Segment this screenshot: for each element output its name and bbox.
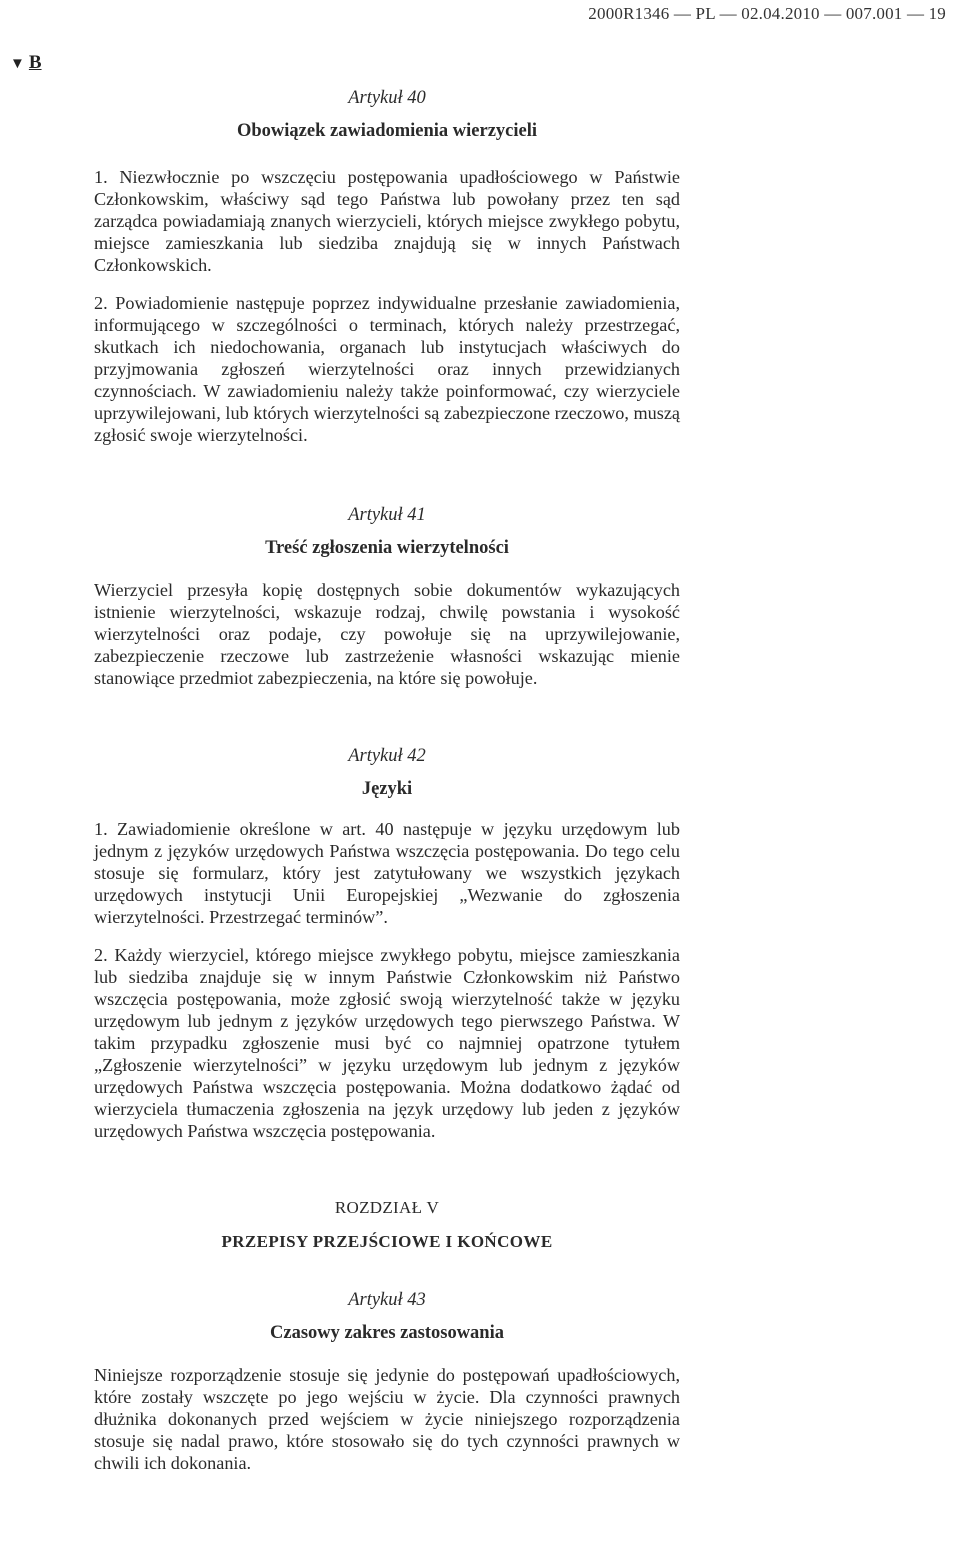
article-number: Artykuł 43 bbox=[348, 1290, 426, 1310]
article-title: Czasowy zakres zastosowania bbox=[270, 1323, 504, 1343]
article-paragraph: Wierzyciel przesyła kopię dostępnych sobie dokumentów wykazujących istnienie wierzytelności, wskazuje rodzaj, chwilę powstania i wysokość wierzytelności oraz podaje, czy powołuje się na uprzywilejowanie, zabezpieczenie rzeczowe lub zastrzeżenie własności wskazując mienie stanowiące przedmiot zabezpieczenia, na które się powołuje. bbox=[94, 580, 680, 688]
article-title: Języki bbox=[361, 779, 413, 799]
amendment-marker bbox=[10, 52, 42, 74]
article-number: Artykuł 41 bbox=[348, 505, 426, 525]
article-number: Artykuł 42 bbox=[348, 746, 426, 766]
document-header: 2000R1346 — PL — 02.04.2010 — 007.001 — 19 bbox=[588, 4, 946, 23]
article-paragraph: Niniejsze rozporządzenie stosuje się jedynie do postępowań upadłościowych, które zostały wszczęte po jego wejściu w życie. Dla czynności prawnych dłużnika dokonanych przed wejściem w życie niniejszego rozporządzenia stosuje się nadal prawo, które stosowało się do tych czynności prawnych w chwili ich dokonania. bbox=[94, 1365, 680, 1473]
article-paragraph: 1. Zawiadomienie określone w art. 40 następuje w języku urzędowym lub jednym z języków urzędowych Państwa wszczęcia postępowania. Do tego celu stosuje się formularz, który jest zatytułowany we wszystkich językach urzędowych instytucji Unii Europejskiej „Wezwanie do zgłoszenia wierzytelności. Przestrzegać terminów”. bbox=[94, 819, 680, 927]
document-body bbox=[94, 88, 680, 1474]
marker-code: B bbox=[28, 52, 42, 73]
article-title: Treść zgłoszenia wierzytelności bbox=[265, 538, 509, 558]
article-paragraph: 2. Każdy wierzyciel, którego miejsce zwykłego pobytu, miejsce zamieszkania lub siedziba znajduje się w innym Państwie Członkowskim niż Państwo wszczęcia postępowania, może zgłosić swoją wierzytelność także w języku urzędowym lub jednym z języków urzędowych tego pierwszego Państwa. W takim przypadku zgłoszenie musi być co najmniej opatrzone tytułem „Zgłoszenie wierzytelności” w języku urzędowym lub jednym z języków urzędowych Państwa wszczęcia postępowania. Można dodatkowo żądać od wierzyciela tłumaczenia zgłoszenia na język urzędowy lub jeden z języków urzędowych Państwa wszczęcia postępowania. bbox=[94, 945, 680, 1141]
article-paragraph: 1. Niezwłocznie po wszczęciu postępowania upadłościowego w Państwie Członkowskim, właściwy sąd tego Państwa lub powołany przez ten sąd zarządca powiadamiają znanych wierzycieli, których miejsce zwykłego pobytu, miejsce zamieszkania lub siedziba znajdują się w innych Państwach Członkowskich. bbox=[94, 167, 680, 275]
article-number: Artykuł 40 bbox=[348, 88, 426, 108]
article-42 bbox=[94, 746, 680, 1142]
chapter-title: PRZEPISY PRZEJŚCIOWE I KOŃCOWE bbox=[221, 1232, 553, 1251]
article-40 bbox=[94, 88, 680, 446]
article-paragraph: 2. Powiadomienie następuje poprzez indywidualne przesłanie zawiadomienia, informującego w szczególności o terminach, których należy przestrzegać, skutkach ich niedochowania, organach lub instytucjach właściwych do przyjmowania zgłoszeń wierzytelności oraz innych przewidzianych czynnościach. W zawiadomieniu należy także poinformować, czy wierzyciele uprzywilejowani, lub których wierzytelności są zabezpieczone rzeczowo, muszą zgłosić swoje wierzytelności. bbox=[94, 293, 680, 445]
chapter-label: ROZDZIAŁ V bbox=[334, 1198, 440, 1217]
article-title: Obowiązek zawiadomienia wierzycieli bbox=[236, 121, 538, 141]
article-43 bbox=[94, 1290, 680, 1474]
triangle-down-icon: ▼ bbox=[10, 56, 25, 72]
article-41 bbox=[94, 505, 680, 689]
chapter-heading bbox=[94, 1198, 680, 1252]
